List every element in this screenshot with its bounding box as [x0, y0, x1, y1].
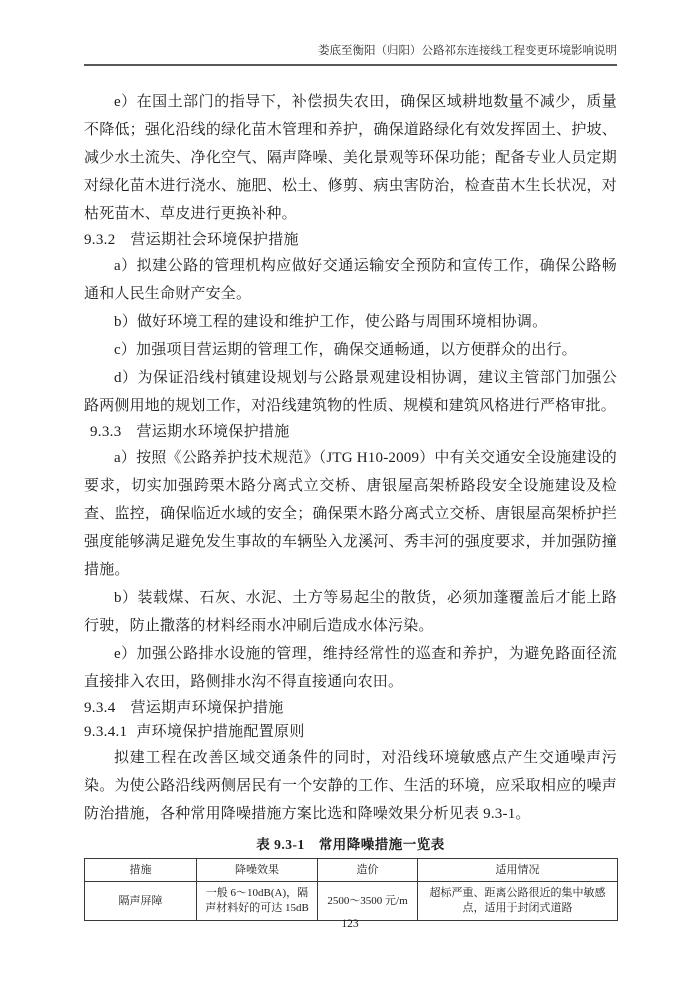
- column-header-applicability: 适用情况: [418, 859, 618, 882]
- table-caption: 表 9.3-1 常用降噪措施一览表: [256, 837, 445, 852]
- cell-applicability: 超标严重、距离公路很近的集中敏感点，适用于封闭式道路: [418, 882, 618, 921]
- table-row: [85, 882, 618, 921]
- section-number: 9.3.4: [84, 700, 116, 716]
- paragraph-land-compensation: e）在国土部门的指导下，补偿损失农田，确保区域耕地数量不减少，质量不降低；强化沿线的绿化苗木管理和养护，确保道路绿化有效发挥固土、护坡、减少水土流失、净化空气、隔声降噪、美化景观等环保功能；配备专业人员定期对绿化苗木进行浇水、施肥、松土、修剪、病虫害防治，检查苗木生长状况，对枯死苗木、草皮进行更换补种。: [84, 94, 617, 222]
- document-body: [84, 88, 617, 921]
- section-title: 营运期社会环境保护措施: [130, 232, 299, 248]
- cell-cost: 2500～3500 元/m: [318, 882, 418, 921]
- table-header-row: [85, 859, 618, 882]
- paragraph-933-a: a）按照《公路养护技术规范》（JTG H10-2009）中有关交通安全设施建设的要求，切实加强跨栗木路分离式立交桥、唐银屋高架桥路段安全设施建设及检查、监控，确保临近水域的安全；确保栗木路分离式立交桥、唐银屋高架桥护拦强度能够满足避免发生事故的车辆坠入龙溪河、秀丰河的强度要求，并加强防撞措施。: [84, 450, 617, 578]
- cell-noise-reduction: 一般 6～10dB(A)，隔声材料好的可达 15dB: [197, 882, 318, 921]
- section-title: 营运期水环境保护措施: [136, 424, 290, 440]
- section-number: 9.3.4.1: [84, 724, 128, 740]
- running-header-title: 娄底至衡阳（归阳）公路祁东连接线工程变更环境影响说明: [318, 45, 617, 57]
- section-title: 营运期声环境保护措施: [130, 700, 284, 716]
- paragraph-932-b: b）做好环境工程的建设和维护工作，使公路与周围环境相协调。: [114, 314, 548, 330]
- section-heading-9-3-4: [84, 696, 617, 720]
- paragraph-933-b: b）装载煤、石灰、水泥、土方等易起尘的散货，必须加蓬覆盖后才能上路行驶，防止撒落的材料经雨水冲刷后造成水体污染。: [84, 590, 617, 634]
- paragraph-932-a: a）拟建公路的管理机构应做好交通运输安全预防和宣传工作，确保公路畅通和人民生命财产安全。: [84, 258, 617, 302]
- column-header-cost: 造价: [318, 859, 418, 882]
- section-title: 声环境保护措施配置原则: [136, 724, 305, 740]
- column-header-measure: 措施: [85, 859, 197, 882]
- section-heading-9-3-4-1: [84, 720, 617, 744]
- section-heading-9-3-3: [84, 420, 617, 444]
- running-header: [84, 44, 617, 66]
- paragraph-932-d: d）为保证沿线村镇建设规划与公路景观建设相协调，建议主管部门加强公路两侧用地的规划工作，对沿线建筑物的性质、规模和建筑风格进行严格审批。: [84, 370, 617, 414]
- cell-measure: 隔声屏障: [85, 882, 197, 921]
- section-number: 9.3.2: [84, 232, 116, 248]
- paragraph-933-e: e）加强公路排水设施的管理，维持经常性的巡查和养护，为避免路面径流直接排入农田，路侧排水沟不得直接通向农田。: [84, 646, 617, 690]
- section-number: 9.3.3: [90, 424, 122, 440]
- paragraph-9341-intro: 拟建工程在改善区域交通条件的同时，对沿线环境敏感点产生交通噪声污染。为使公路沿线两侧居民有一个安静的工作、生活的环境，应采取相应的噪声防治措施，各种常用降噪措施方案比选和降噪效果分析见表 9.3-1。: [84, 750, 617, 822]
- page-number: 123: [341, 918, 359, 930]
- column-header-noise-reduction: 降噪效果: [197, 859, 318, 882]
- noise-measures-table: [84, 858, 618, 921]
- paragraph-932-c: c）加强项目营运期的管理工作，确保交通畅通，以方便群众的出行。: [114, 342, 577, 358]
- section-heading-9-3-2: [84, 228, 617, 252]
